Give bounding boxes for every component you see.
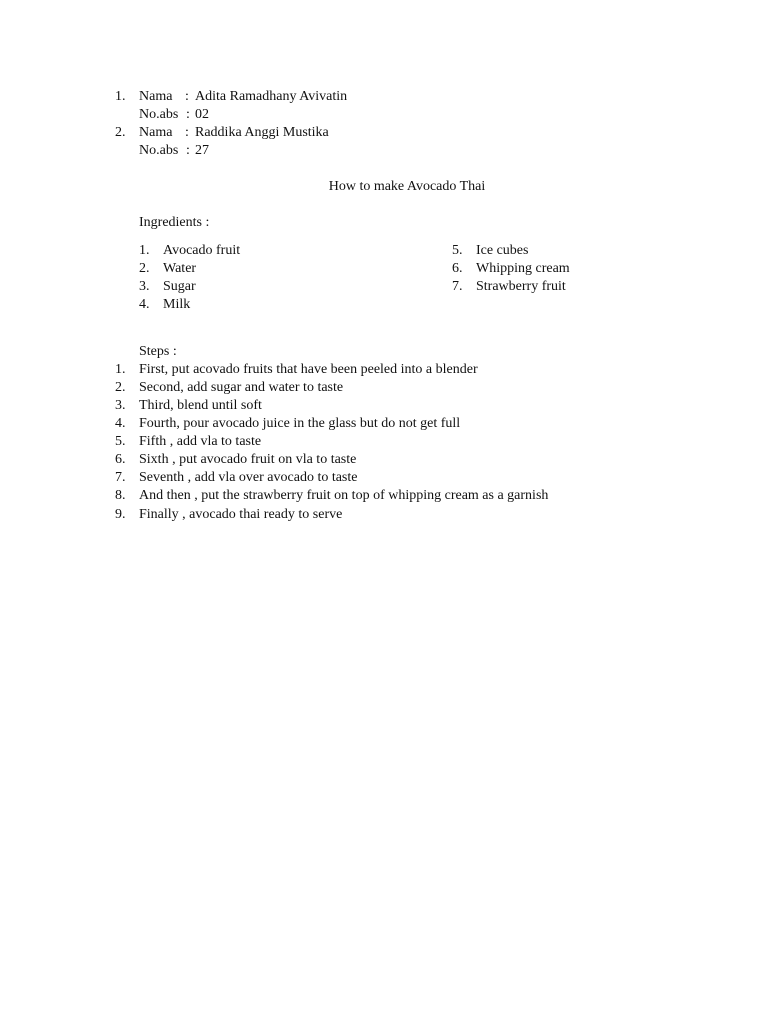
student-name-label: Nama [139,89,173,104]
student-number: 2. [115,125,126,140]
ingredient-number: 4. [139,297,150,312]
ingredient-item: Sugar [163,279,196,294]
ingredients-heading: Ingredients : [139,215,210,230]
step-number: 2. [115,380,126,395]
step-number: 8. [115,488,126,503]
ingredient-item: Water [163,261,197,276]
step-number: 5. [115,434,126,449]
step-text: Third, blend until soft [139,398,262,413]
student-name-separator: : [185,89,189,104]
ingredient-number: 6. [452,261,463,276]
ingredient-item: Avocado fruit [163,243,241,258]
step-number: 1. [115,362,126,377]
student-abs-label: No.abs [139,107,179,122]
step-text: Fifth , add vla to taste [139,434,262,449]
student-abs-label: No.abs [139,143,179,158]
step-text: Finally , avocado thai ready to serve [139,507,343,522]
step-number: 9. [115,507,126,522]
ingredient-number: 3. [139,279,150,294]
student-number: 1. [115,89,126,104]
student-name: Raddika Anggi Mustika [195,125,329,140]
ingredient-item: Ice cubes [476,243,529,258]
ingredient-item: Strawberry fruit [476,279,566,294]
ingredient-number: 7. [452,279,463,294]
step-text: First, put acovado fruits that have been peeled into a blender [139,362,478,377]
ingredient-number: 5. [452,243,463,258]
step-text: Seventh , add vla over avocado to taste [139,470,358,485]
ingredient-number: 1. [139,243,150,258]
ingredient-item: Milk [163,297,191,312]
steps-heading: Steps : [139,344,177,359]
student-name: Adita Ramadhany Avivatin [195,89,348,104]
step-text: Second, add sugar and water to taste [139,380,344,395]
student-abs-separator: : [186,143,190,158]
student-abs-number: 27 [195,143,209,158]
student-abs-separator: : [186,107,190,122]
step-number: 4. [115,416,126,431]
step-number: 6. [115,452,126,467]
step-number: 7. [115,470,126,485]
step-text: And then , put the strawberry fruit on top of whipping cream as a garnish [139,488,549,503]
student-abs-number: 02 [195,107,209,122]
student-name-separator: : [185,125,189,140]
step-text: Sixth , put avocado fruit on vla to taste [139,452,357,467]
document-title: How to make Avocado Thai [328,179,486,194]
step-text: Fourth, pour avocado juice in the glass but do not get full [139,416,461,431]
step-number: 3. [115,398,126,413]
ingredient-number: 2. [139,261,150,276]
student-name-label: Nama [139,125,173,140]
ingredient-item: Whipping cream [476,261,570,276]
